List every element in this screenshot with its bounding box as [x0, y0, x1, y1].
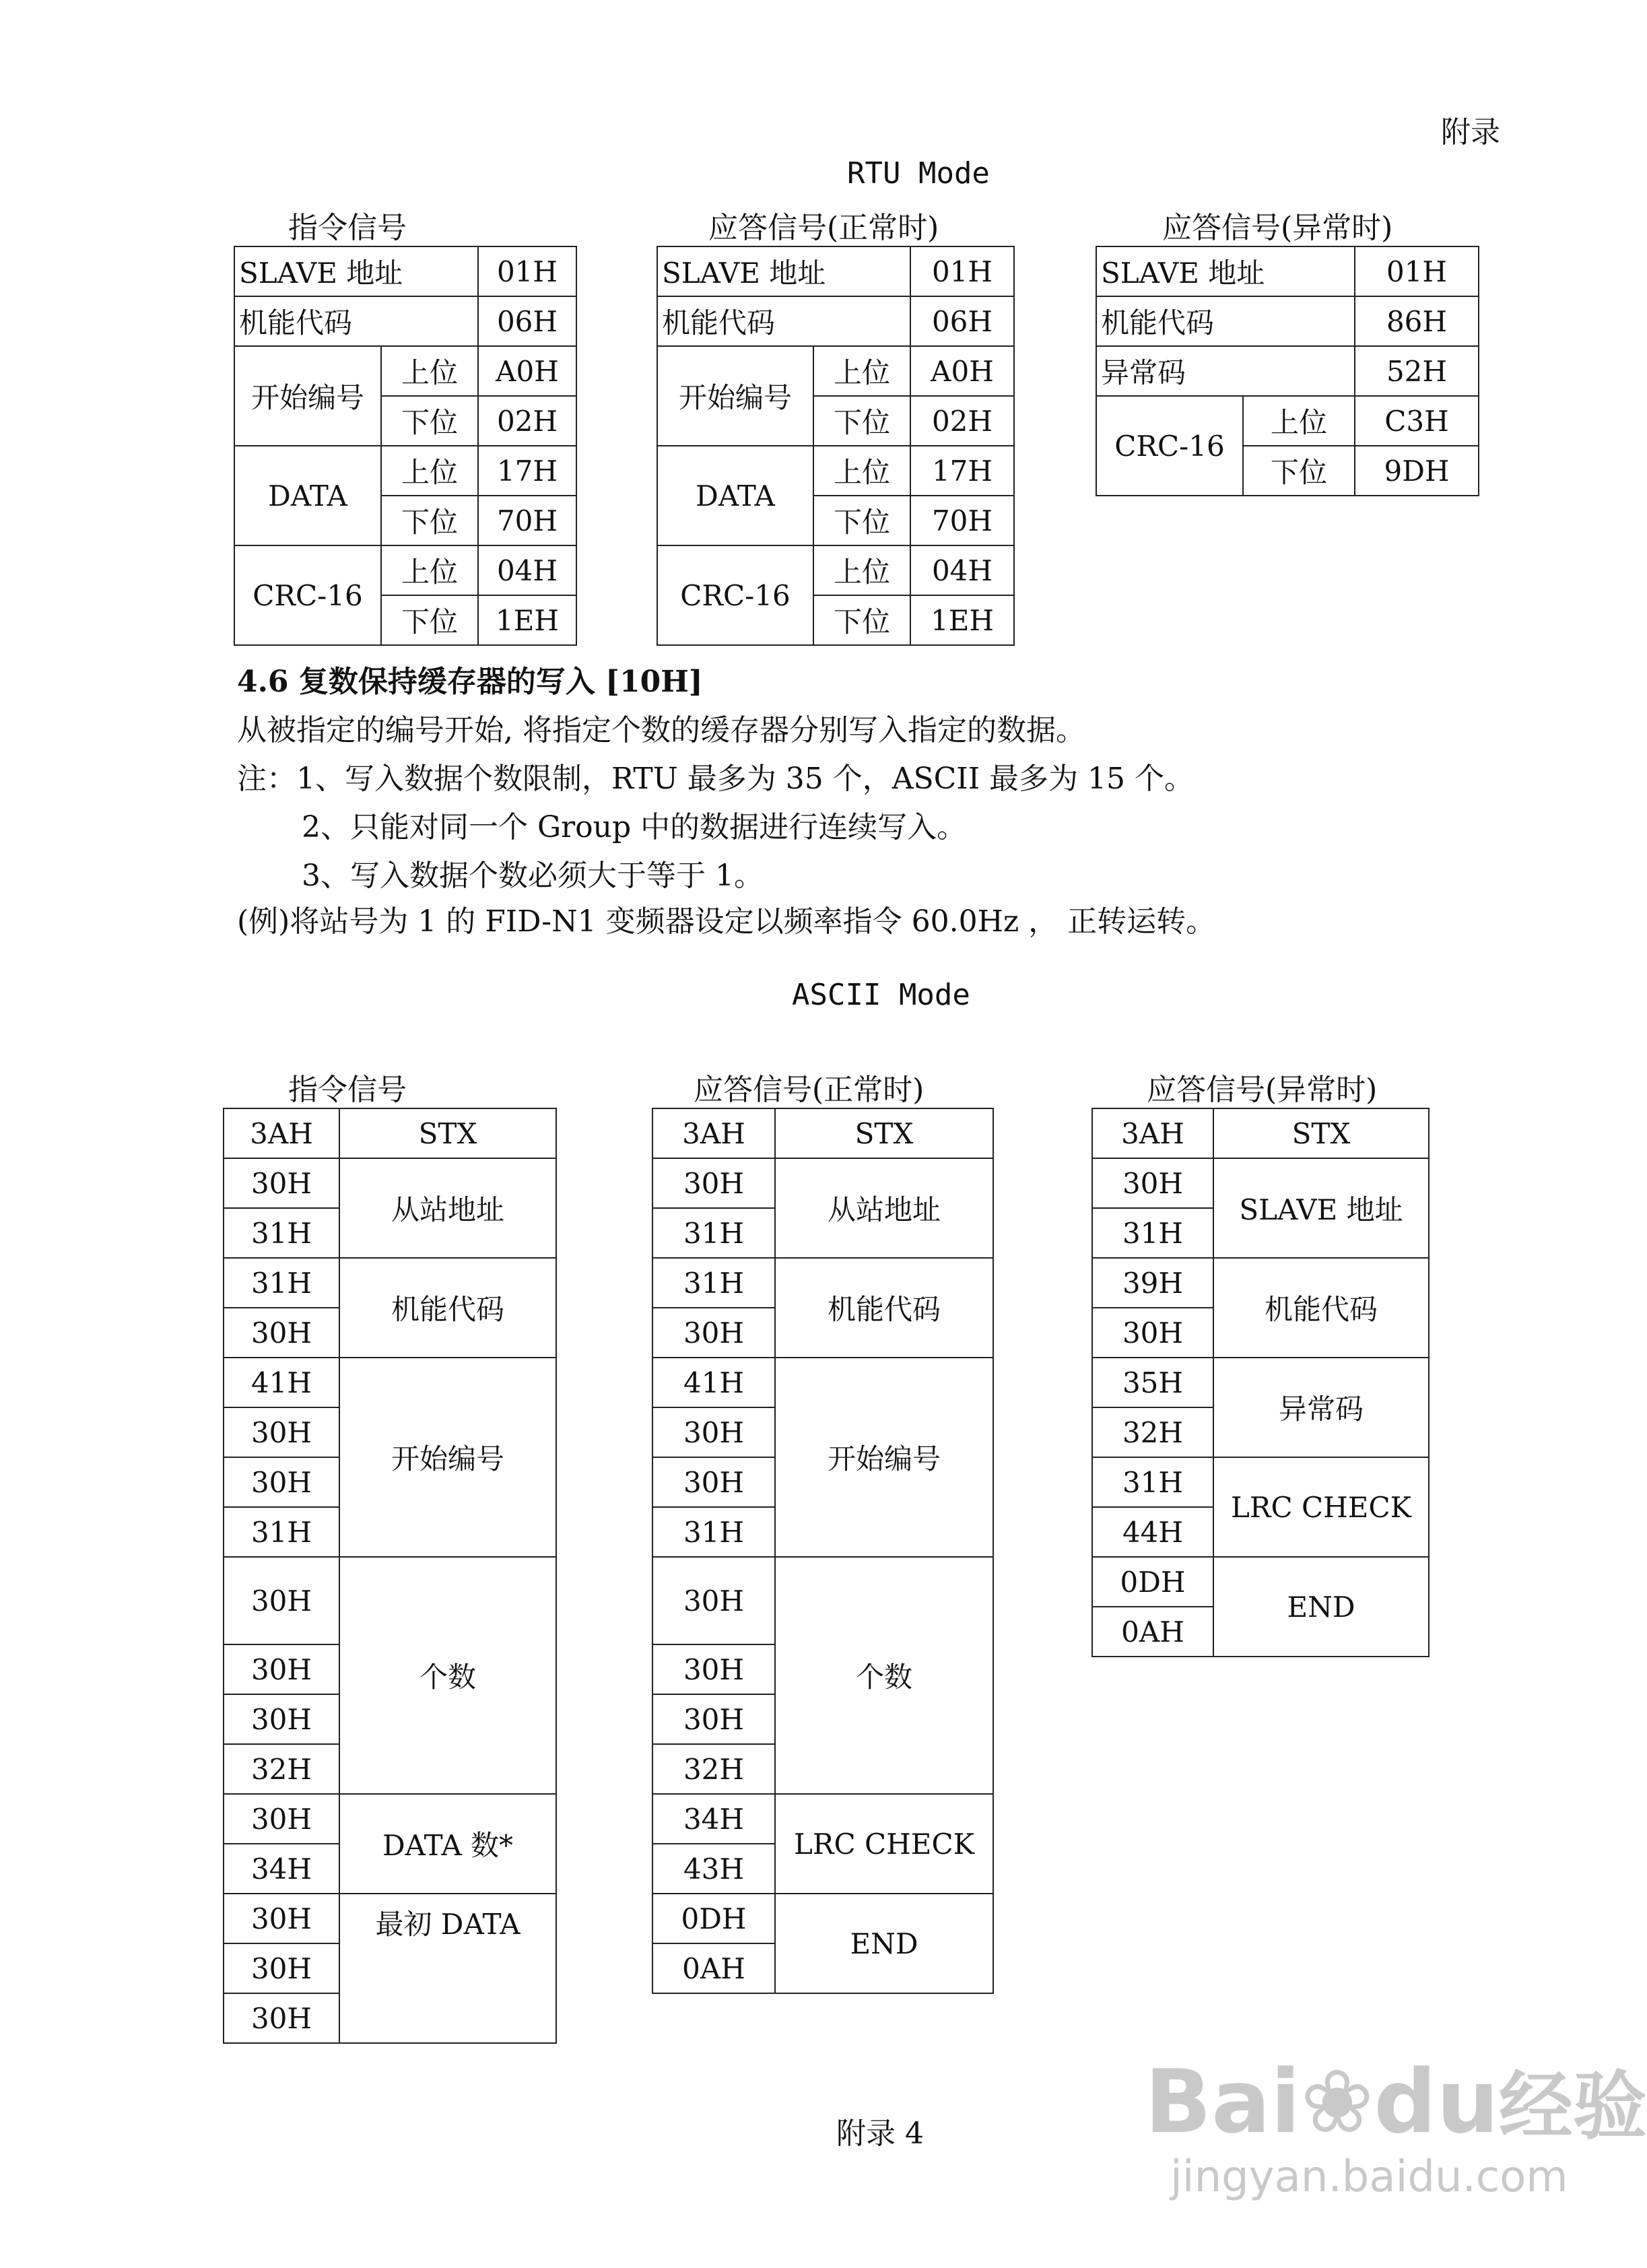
field-label-cell: 个数 — [339, 1557, 556, 1794]
data-low-value: 70H — [478, 496, 576, 545]
note-3: 3、写入数据个数必须大于等于 1。 — [302, 859, 764, 893]
hex-code-cell: 30H — [224, 1694, 339, 1744]
hex-code-cell: 34H — [652, 1794, 775, 1844]
crc-high-value: 04H — [910, 545, 1014, 595]
hex-code-cell: 32H — [224, 1744, 339, 1794]
ascii-cmd-table — [223, 1108, 557, 2044]
hex-code-cell: 30H — [224, 1993, 339, 2043]
function-code-value: 06H — [910, 296, 1014, 346]
data-high-value: 17H — [478, 446, 576, 496]
field-label-cell: STX — [339, 1108, 556, 1158]
ascii-error-table — [1091, 1108, 1430, 1657]
table-row — [652, 1158, 993, 1208]
hex-code-cell: 30H — [652, 1557, 775, 1644]
example-text: (例)将站号为 1 的 FID-N1 变频器设定以频率指令 60.0Hz ， 正转运转。 — [237, 904, 1216, 939]
watermark-brand: Bai — [1145, 2050, 1301, 2153]
start-number-label: 开始编号 — [234, 346, 381, 446]
start-low-value: 02H — [478, 396, 576, 446]
watermark-cn: 经验 — [1498, 2063, 1647, 2149]
section-description: 从被指定的编号开始, 将指定个数的缓存器分别写入指定的数据。 — [237, 713, 1085, 747]
slave-address-value: 01H — [478, 246, 576, 296]
hex-code-cell: 30H — [224, 1158, 339, 1208]
table-row — [652, 1258, 993, 1308]
error-code-label: 异常码 — [1096, 346, 1355, 396]
field-label-cell: 从站地址 — [775, 1158, 993, 1258]
hex-code-cell: 35H — [1092, 1358, 1213, 1407]
function-code-value: 06H — [478, 296, 576, 346]
data-high-value: 17H — [910, 446, 1014, 496]
field-label-cell: STX — [775, 1108, 993, 1158]
hex-code-cell: 32H — [1092, 1407, 1213, 1457]
hex-code-cell: 31H — [652, 1507, 775, 1557]
data-label: DATA — [234, 446, 381, 545]
field-label-cell: END — [775, 1894, 993, 1993]
hex-code-cell: 30H — [652, 1644, 775, 1694]
hex-code-cell: 30H — [1092, 1308, 1213, 1358]
table-row — [1092, 1108, 1429, 1158]
high-byte-label: 上位 — [381, 446, 478, 496]
start-number-label: 开始编号 — [657, 346, 813, 446]
hex-code-cell: 3AH — [652, 1108, 775, 1158]
table-row — [652, 1557, 993, 1644]
table-row — [224, 1794, 556, 1844]
field-label-cell: 从站地址 — [339, 1158, 556, 1258]
field-label-cell: 机能代码 — [1213, 1258, 1429, 1358]
hex-code-cell: 31H — [1092, 1208, 1213, 1258]
start-high-value: A0H — [910, 346, 1014, 396]
hex-code-cell: 31H — [1092, 1457, 1213, 1507]
hex-code-cell: 44H — [1092, 1507, 1213, 1557]
hex-code-cell: 30H — [224, 1308, 339, 1358]
crc-low-value: 1EH — [478, 595, 576, 645]
high-byte-label: 上位 — [813, 446, 910, 496]
hex-code-cell: 30H — [224, 1794, 339, 1844]
hex-code-cell: 30H — [224, 1407, 339, 1457]
hex-code-cell: 0AH — [1092, 1607, 1213, 1657]
slave-address-label: SLAVE 地址 — [1096, 246, 1355, 296]
low-byte-label: 下位 — [813, 496, 910, 545]
low-byte-label: 下位 — [1243, 446, 1355, 496]
rtu-mode-title: RTU Mode — [847, 156, 990, 191]
hex-code-cell: 39H — [1092, 1258, 1213, 1308]
table-row — [652, 1108, 993, 1158]
hex-code-cell: 30H — [652, 1158, 775, 1208]
table-row — [652, 1794, 993, 1844]
rtu-cmd-table — [234, 246, 577, 646]
hex-code-cell: 31H — [652, 1258, 775, 1308]
low-byte-label: 下位 — [381, 396, 478, 446]
ascii-cmd-heading: 指令信号 — [288, 1073, 407, 1107]
crc-low-value: 1EH — [910, 595, 1014, 645]
hex-code-cell: 31H — [224, 1507, 339, 1557]
table-row — [1092, 1158, 1429, 1208]
field-label-cell: END — [1213, 1557, 1429, 1657]
rtu-normal-table — [657, 246, 1015, 646]
hex-code-cell: 31H — [224, 1258, 339, 1308]
data-low-value: 70H — [910, 496, 1014, 545]
table-row — [1092, 1457, 1429, 1507]
hex-code-cell: 0AH — [652, 1943, 775, 1993]
hex-code-cell: 41H — [224, 1358, 339, 1407]
high-byte-label: 上位 — [381, 545, 478, 595]
hex-code-cell: 41H — [652, 1358, 775, 1407]
crc-label: CRC-16 — [234, 545, 381, 645]
hex-code-cell: 30H — [1092, 1158, 1213, 1208]
hex-code-cell: 30H — [652, 1457, 775, 1507]
crc-label: CRC-16 — [1096, 396, 1243, 496]
table-row — [224, 1108, 556, 1158]
slave-address-label: SLAVE 地址 — [234, 246, 478, 296]
hex-code-cell: 30H — [224, 1644, 339, 1694]
page-number: 附录 4 — [836, 2116, 924, 2151]
hex-code-cell: 30H — [224, 1943, 339, 1993]
hex-code-cell: 0DH — [652, 1894, 775, 1943]
table-row — [652, 1894, 993, 1943]
table-row — [652, 1358, 993, 1407]
low-byte-label: 下位 — [381, 595, 478, 645]
hex-code-cell: 30H — [652, 1694, 775, 1744]
crc-low-value: 9DH — [1355, 446, 1479, 496]
table-row — [224, 1258, 556, 1308]
rtu-error-heading: 应答信号(异常时) — [1162, 211, 1393, 245]
note-1: 注：1、写入数据个数限制，RTU 最多为 35 个，ASCII 最多为 15 个。 — [237, 762, 1195, 796]
data-label: DATA — [657, 446, 813, 545]
hex-code-cell: 34H — [224, 1844, 339, 1894]
watermark-brand-du: du — [1374, 2050, 1499, 2153]
hex-code-cell: 30H — [652, 1308, 775, 1358]
crc-high-value: C3H — [1355, 396, 1479, 446]
slave-address-value: 01H — [1355, 246, 1479, 296]
hex-code-cell: 0DH — [1092, 1557, 1213, 1607]
rtu-cmd-heading: 指令信号 — [288, 211, 407, 245]
hex-code-cell: 31H — [224, 1208, 339, 1258]
field-label-cell: SLAVE 地址 — [1213, 1158, 1429, 1258]
start-high-value: A0H — [478, 346, 576, 396]
field-label-cell: STX — [1213, 1108, 1429, 1158]
paw-icon: ❀ — [1300, 2050, 1374, 2153]
field-label-cell: 开始编号 — [775, 1358, 993, 1557]
hex-code-cell: 30H — [652, 1407, 775, 1457]
table-row — [1092, 1258, 1429, 1308]
table-row — [1092, 1557, 1429, 1607]
field-label-cell: 异常码 — [1213, 1358, 1429, 1457]
function-code-label: 机能代码 — [234, 296, 478, 346]
function-code-value: 86H — [1355, 296, 1479, 346]
slave-address-value: 01H — [910, 246, 1014, 296]
high-byte-label: 上位 — [813, 346, 910, 396]
low-byte-label: 下位 — [813, 396, 910, 446]
field-label-cell: DATA 数* — [339, 1794, 556, 1894]
function-code-label: 机能代码 — [657, 296, 910, 346]
hex-code-cell: 30H — [224, 1894, 339, 1943]
ascii-error-heading: 应答信号(异常时) — [1147, 1073, 1378, 1107]
field-label-cell: LRC CHECK — [775, 1794, 993, 1894]
error-code-value: 52H — [1355, 346, 1479, 396]
field-label-cell: 个数 — [775, 1557, 993, 1794]
table-row — [224, 1158, 556, 1208]
field-label-cell: 机能代码 — [775, 1258, 993, 1358]
low-byte-label: 下位 — [813, 595, 910, 645]
table-row — [224, 1557, 556, 1644]
hex-code-cell: 3AH — [224, 1108, 339, 1158]
hex-code-cell: 31H — [652, 1208, 775, 1258]
note-2: 2、只能对同一个 Group 中的数据进行连续写入。 — [302, 810, 967, 844]
table-row — [224, 1358, 556, 1407]
field-label-cell: 机能代码 — [339, 1258, 556, 1358]
baidu-watermark-logo — [1145, 2047, 1647, 2154]
hex-code-cell: 32H — [652, 1744, 775, 1794]
ascii-normal-table — [652, 1108, 994, 1994]
field-label-cell: 最初 DATA — [339, 1894, 556, 2043]
ascii-mode-title: ASCII Mode — [792, 978, 970, 1012]
section-heading: 4.6 复数保持缓存器的写入 [10H] — [237, 665, 703, 699]
hex-code-cell: 3AH — [1092, 1108, 1213, 1158]
hex-code-cell: 43H — [652, 1844, 775, 1894]
field-label-cell: LRC CHECK — [1213, 1457, 1429, 1557]
high-byte-label: 上位 — [1243, 396, 1355, 446]
hex-code-cell: 30H — [224, 1557, 339, 1644]
high-byte-label: 上位 — [381, 346, 478, 396]
crc-high-value: 04H — [478, 545, 576, 595]
table-row — [224, 1894, 556, 1943]
rtu-error-table — [1096, 246, 1479, 496]
table-row — [1092, 1358, 1429, 1407]
low-byte-label: 下位 — [381, 496, 478, 545]
appendix-header: 附录 — [1441, 115, 1500, 149]
crc-label: CRC-16 — [657, 545, 813, 645]
watermark-url: jingyan.baidu.com — [1170, 2152, 1568, 2202]
slave-address-label: SLAVE 地址 — [657, 246, 910, 296]
rtu-normal-heading: 应答信号(正常时) — [708, 211, 939, 245]
function-code-label: 机能代码 — [1096, 296, 1355, 346]
high-byte-label: 上位 — [813, 545, 910, 595]
start-low-value: 02H — [910, 396, 1014, 446]
field-label-cell: 开始编号 — [339, 1358, 556, 1557]
ascii-normal-heading: 应答信号(正常时) — [694, 1073, 925, 1107]
hex-code-cell: 30H — [224, 1457, 339, 1507]
